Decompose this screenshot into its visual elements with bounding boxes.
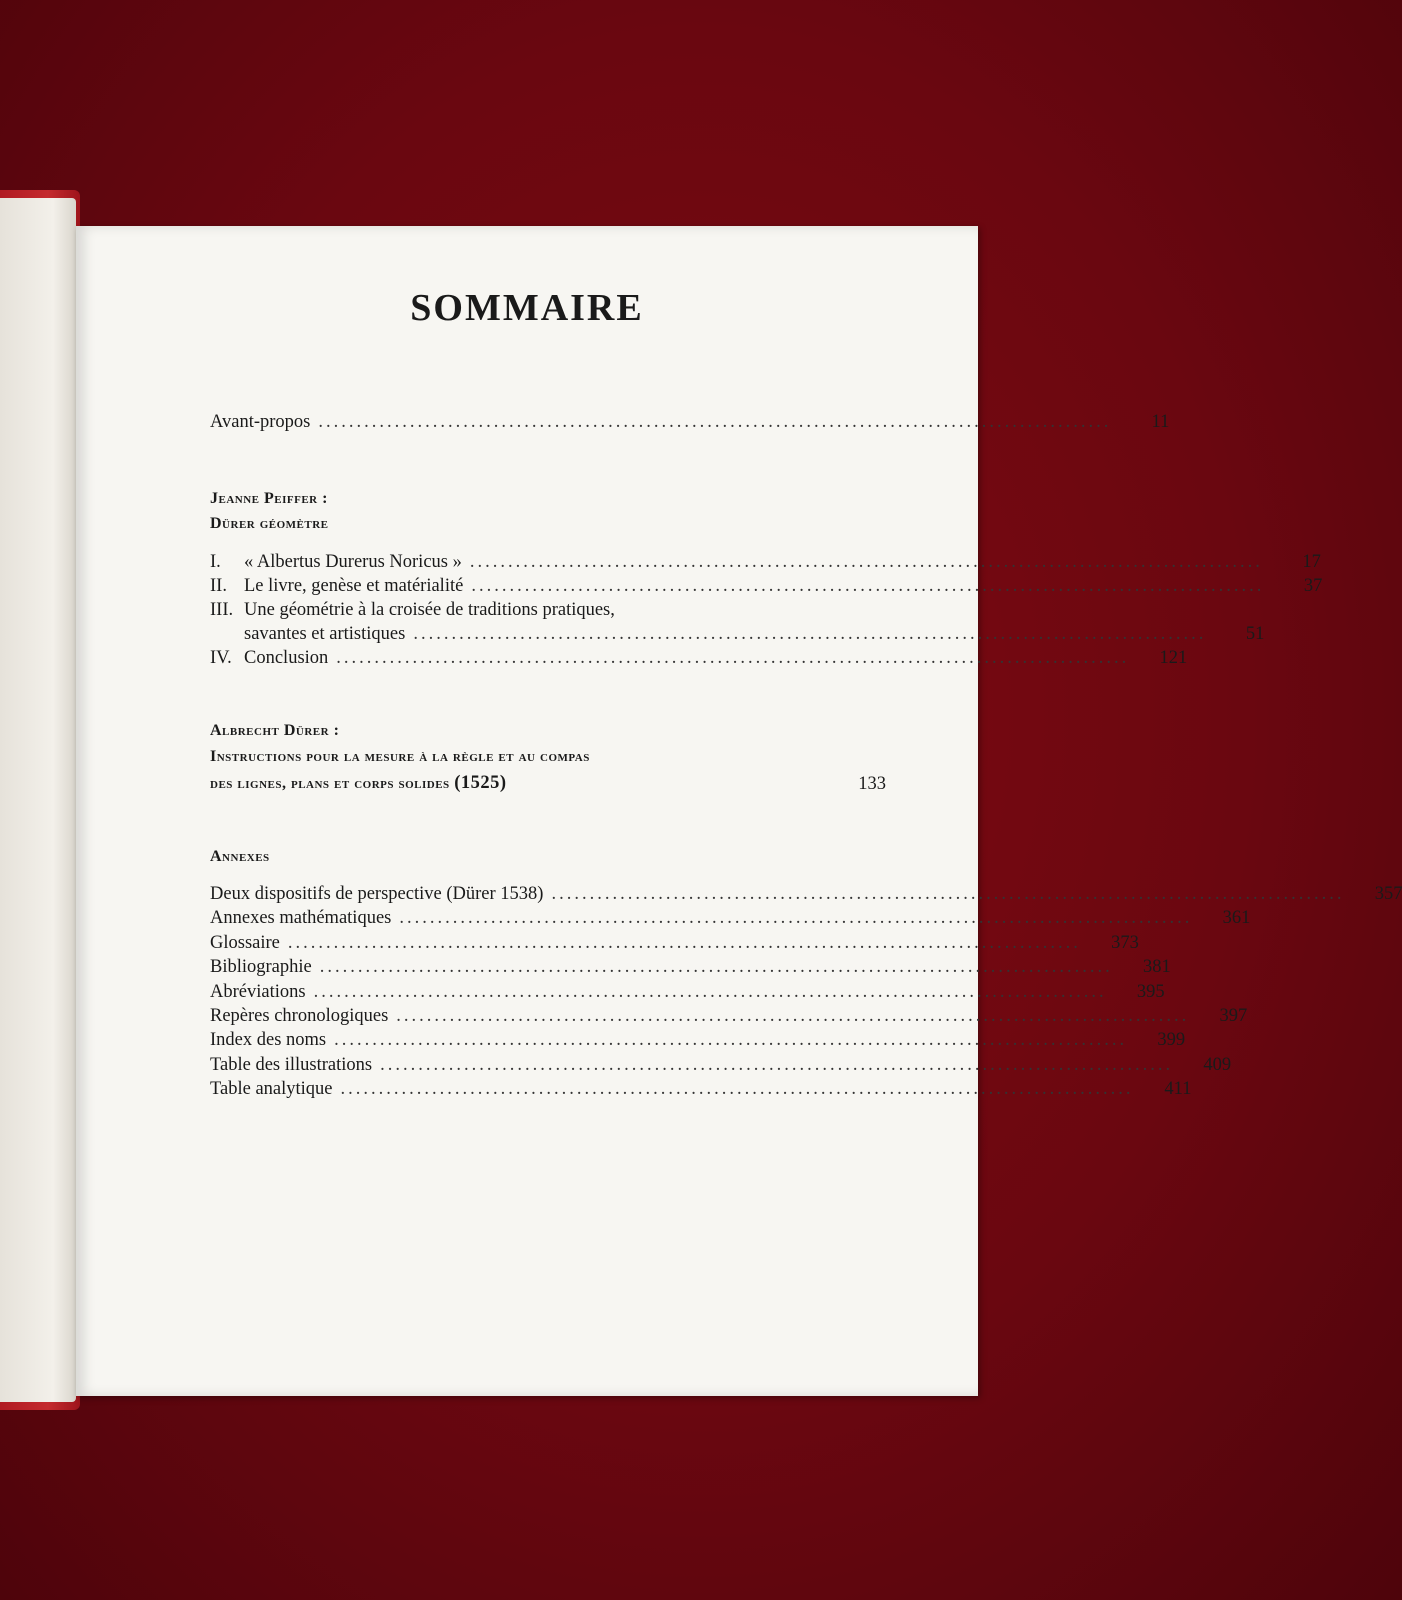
chapter-number: III. (210, 600, 234, 620)
toc-entry-label: Table des illustrations (210, 1055, 373, 1075)
toc-entry-label: Une géométrie à la croisée de traditions pratiques, (244, 600, 615, 620)
chapter-number: IV. (210, 648, 232, 668)
contents-page (76, 226, 1402, 1396)
leader-dots: ........................................................................................................ (380, 1055, 1174, 1075)
section-heading-year: (1525) (454, 773, 507, 793)
toc-entry-label: Abréviations (210, 982, 306, 1002)
toc-entry-page: 11 (1151, 412, 1170, 432)
section-heading-title-continued (210, 773, 507, 794)
toc-entry-annex[interactable] (210, 982, 1165, 1008)
toc-entry-page: 395 (1136, 982, 1165, 1002)
leader-dots: ........................................................................................................ (318, 412, 1112, 432)
toc-entry-annex[interactable] (210, 933, 1139, 959)
toc-entry-annex[interactable] (210, 1055, 1232, 1081)
toc-entry-annex[interactable] (210, 884, 1402, 910)
toc-entry-page: 37 (1303, 576, 1323, 596)
toc-entry-annex[interactable] (210, 957, 1171, 983)
page-title: SOMMAIRE (410, 287, 644, 329)
toc-entry-page: 411 (1164, 1079, 1192, 1099)
chapter-number: II. (210, 576, 227, 596)
toc-entry-label: Deux dispositifs de perspective (Dürer 1538) (210, 884, 544, 904)
toc-entry-label-continuation: savantes et artistiques (244, 624, 406, 644)
section-heading-author: Jeanne Peiffer : (210, 490, 328, 507)
section-heading-author: Albrecht Dürer : (210, 722, 340, 739)
toc-entry-chapter-4[interactable] (210, 648, 1188, 674)
leader-dots: ........................................................................................................ (287, 933, 1081, 953)
toc-entry-chapter-1[interactable] (210, 552, 1321, 578)
toc-entry-chapter-3[interactable] (210, 600, 886, 626)
leader-dots: ........................................................................................................ (313, 982, 1107, 1002)
toc-entry-label: Repères chronologiques (210, 1006, 389, 1026)
toc-entry-label: Avant-propos (210, 412, 311, 432)
toc-entry-annex[interactable] (210, 1030, 1186, 1056)
leader-dots: ........................................................................................................ (336, 648, 1130, 668)
toc-entry-label: Table analytique (210, 1079, 333, 1099)
toc-entry-annex[interactable] (210, 908, 1251, 934)
section-heading-title: Dürer géomètre (210, 515, 329, 532)
toc-entry-label: Conclusion (244, 648, 329, 668)
toc-entry-label: Bibliographie (210, 957, 312, 977)
section-heading-annexes: Annexes (210, 848, 270, 865)
toc-entry-page: 409 (1203, 1055, 1232, 1075)
toc-entry-page: 373 (1111, 933, 1139, 953)
toc-entry-page: 51 (1245, 624, 1265, 644)
toc-entry-page: 361 (1222, 908, 1251, 928)
toc-entry-chapter-2[interactable] (210, 576, 1323, 602)
leader-dots: ........................................................................................................ (334, 1030, 1128, 1050)
toc-entry-label: Annexes mathématiques (210, 908, 392, 928)
leader-dots: ........................................................................................................ (340, 1079, 1134, 1099)
toc-entry-annex[interactable] (210, 1079, 1192, 1105)
toc-entry-page: 381 (1142, 957, 1171, 977)
toc-entry-page: 357 (1374, 884, 1402, 904)
toc-entry-page: 17 (1302, 552, 1321, 572)
toc-entry-chapter-3-continued[interactable] (244, 624, 1265, 650)
leader-dots: ........................................................................................................ (399, 908, 1193, 928)
section-heading-title: Instructions pour la mesure à la règle et au compas (210, 748, 590, 765)
toc-entry-label: Glossaire (210, 933, 280, 953)
leader-dots: ........................................................................................................ (471, 576, 1265, 596)
leader-dots: ........................................................................................................ (319, 957, 1113, 977)
chapter-number: I. (210, 552, 221, 572)
toc-entry-avant-propos[interactable] (210, 412, 1170, 438)
section-heading-text: des lignes, plans et corps solides (210, 775, 450, 792)
left-page (0, 198, 76, 1402)
toc-entry-page: 121 (1159, 648, 1188, 668)
toc-entry-page: 399 (1157, 1030, 1186, 1050)
leader-dots: ........................................................................................................ (551, 884, 1345, 904)
toc-entry-label: « Albertus Durerus Noricus » (244, 552, 462, 572)
leader-dots: ........................................................................................................ (413, 624, 1207, 644)
leader-dots: ........................................................................................................ (469, 552, 1263, 572)
toc-entry-page: 397 (1219, 1006, 1248, 1026)
leader-dots: ........................................................................................................ (396, 1006, 1190, 1026)
toc-entry-label: Le livre, genèse et matérialité (244, 576, 464, 596)
toc-entry-annex[interactable] (210, 1006, 1248, 1032)
toc-entry-label: Index des noms (210, 1030, 327, 1050)
toc-entry-page[interactable]: 133 (858, 774, 886, 794)
